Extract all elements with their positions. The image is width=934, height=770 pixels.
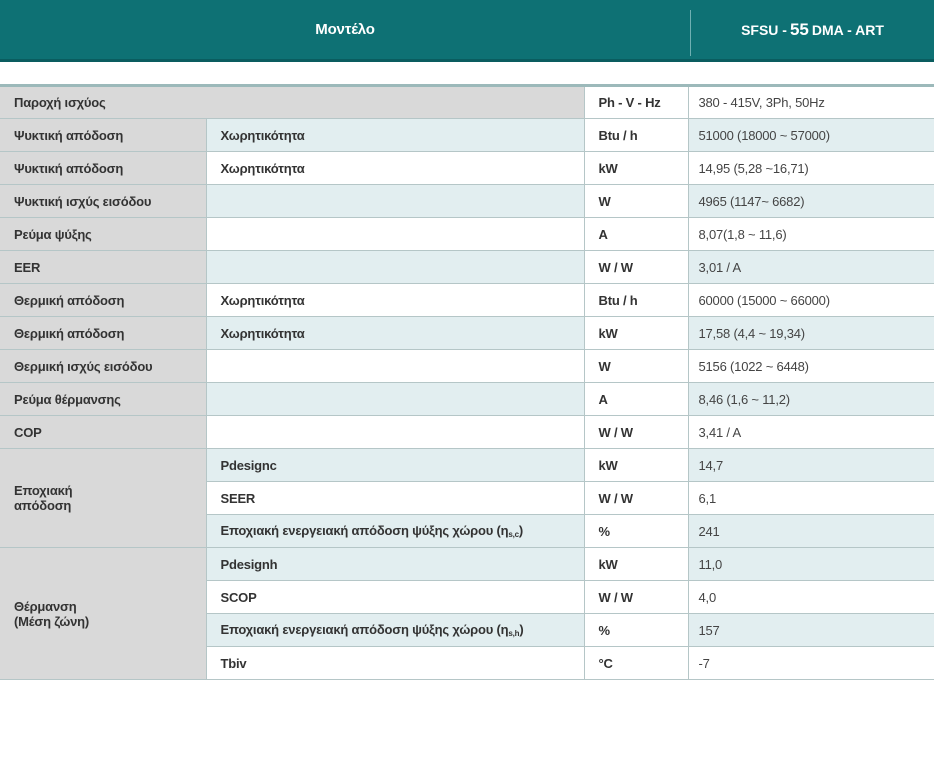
spec-value: 3,01 / A bbox=[688, 251, 934, 284]
table-row bbox=[0, 218, 934, 251]
spec-unit: W bbox=[584, 350, 688, 383]
model-number: 55 bbox=[789, 19, 809, 39]
spec-value: 380 - 415V, 3Ph, 50Hz bbox=[688, 86, 934, 119]
spec-unit: W / W bbox=[584, 416, 688, 449]
model-name bbox=[691, 0, 934, 59]
spec-label: Ρεύμα θέρμανσης bbox=[0, 383, 206, 416]
spec-label: EER bbox=[0, 251, 206, 284]
table-row bbox=[0, 284, 934, 317]
spec-value: 6,1 bbox=[688, 482, 934, 515]
spec-unit: °C bbox=[584, 647, 688, 680]
spec-sublabel: Εποχιακή ενεργειακή απόδοση ψύξης χώρου $(\eta_{s,h})$ bbox=[206, 614, 584, 647]
spec-label: Θερμική ισχύς εισόδου bbox=[0, 350, 206, 383]
model-suffix: DMA - ART bbox=[811, 21, 884, 38]
spec-unit: % bbox=[584, 515, 688, 548]
spec-unit: kW bbox=[584, 449, 688, 482]
spec-value: 5156 (1022 ~ 6448) bbox=[688, 350, 934, 383]
spec-sublabel: Tbiv bbox=[206, 647, 584, 680]
spec-value: 157 bbox=[688, 614, 934, 647]
table-row bbox=[0, 416, 934, 449]
spec-unit: W / W bbox=[584, 251, 688, 284]
spec-sublabel: Χωρητικότητα bbox=[206, 152, 584, 185]
spec-unit: % bbox=[584, 614, 688, 647]
table-row bbox=[0, 251, 934, 284]
table-row bbox=[0, 548, 934, 581]
spec-sublabel: Pdesignh bbox=[206, 548, 584, 581]
spec-sublabel bbox=[206, 185, 584, 218]
spec-label: COP bbox=[0, 416, 206, 449]
spec-sublabel bbox=[206, 218, 584, 251]
spec-label: Ρεύμα ψύξης bbox=[0, 218, 206, 251]
spec-value: 4965 (1147~ 6682) bbox=[688, 185, 934, 218]
spec-label: Παροχή ισχύος bbox=[0, 86, 584, 119]
model-prefix: SFSU - bbox=[741, 21, 787, 38]
table-row bbox=[0, 119, 934, 152]
spec-unit: A bbox=[584, 383, 688, 416]
spec-unit: A bbox=[584, 218, 688, 251]
spec-value: 3,41 / A bbox=[688, 416, 934, 449]
spec-unit: Ph - V - Hz bbox=[584, 86, 688, 119]
table-row bbox=[0, 152, 934, 185]
spec-label: Ψυκτική απόδοση bbox=[0, 152, 206, 185]
model-label: Μοντέλο bbox=[315, 21, 375, 38]
spec-unit: W / W bbox=[584, 482, 688, 515]
table-row bbox=[0, 317, 934, 350]
table-row bbox=[0, 383, 934, 416]
spec-sublabel bbox=[206, 350, 584, 383]
spec-value: 17,58 (4,4 ~ 19,34) bbox=[688, 317, 934, 350]
spec-table bbox=[0, 84, 934, 680]
spec-sublabel bbox=[206, 416, 584, 449]
spec-sublabel bbox=[206, 383, 584, 416]
spec-sublabel: Pdesignc bbox=[206, 449, 584, 482]
table-row bbox=[0, 449, 934, 482]
spec-value: -7 bbox=[688, 647, 934, 680]
spec-label: Θερμική απόδοση bbox=[0, 317, 206, 350]
spec-value: 51000 (18000 ~ 57000) bbox=[688, 119, 934, 152]
spec-value: 8,46 (1,6 ~ 11,2) bbox=[688, 383, 934, 416]
spec-label: Ψυκτική ισχύς εισόδου bbox=[0, 185, 206, 218]
spec-value: 14,95 (5,28 ~16,71) bbox=[688, 152, 934, 185]
group-label-seasonal: Εποχιακή απόδοση bbox=[0, 449, 206, 548]
spec-unit: kW bbox=[584, 152, 688, 185]
spec-value: 4,0 bbox=[688, 581, 934, 614]
spec-unit: W bbox=[584, 185, 688, 218]
spec-unit: W / W bbox=[584, 581, 688, 614]
table-row bbox=[0, 86, 934, 119]
spec-value: 11,0 bbox=[688, 548, 934, 581]
spec-value: 8,07(1,8 ~ 11,6) bbox=[688, 218, 934, 251]
table-row bbox=[0, 350, 934, 383]
spec-unit: kW bbox=[584, 548, 688, 581]
group-label-heating: Θέρμανση (Μέση ζώνη) bbox=[0, 548, 206, 680]
spec-label: Ψυκτική απόδοση bbox=[0, 119, 206, 152]
spec-sublabel: Χωρητικότητα bbox=[206, 119, 584, 152]
spec-sublabel: SEER bbox=[206, 482, 584, 515]
spec-unit: kW bbox=[584, 317, 688, 350]
spec-value: 241 bbox=[688, 515, 934, 548]
spec-value: 60000 (15000 ~ 66000) bbox=[688, 284, 934, 317]
spec-sublabel: Χωρητικότητα bbox=[206, 317, 584, 350]
table-header bbox=[0, 0, 934, 62]
table-row bbox=[0, 185, 934, 218]
spec-unit: Btu / h bbox=[584, 284, 688, 317]
spec-value: 14,7 bbox=[688, 449, 934, 482]
spec-sublabel: SCOP bbox=[206, 581, 584, 614]
spec-unit: Btu / h bbox=[584, 119, 688, 152]
spec-label: Θερμική απόδοση bbox=[0, 284, 206, 317]
spec-sublabel: Χωρητικότητα bbox=[206, 284, 584, 317]
spec-sublabel: Εποχιακή ενεργειακή απόδοση ψύξης χώρου $(\eta_{s,c})$ bbox=[206, 515, 584, 548]
spec-sublabel bbox=[206, 251, 584, 284]
